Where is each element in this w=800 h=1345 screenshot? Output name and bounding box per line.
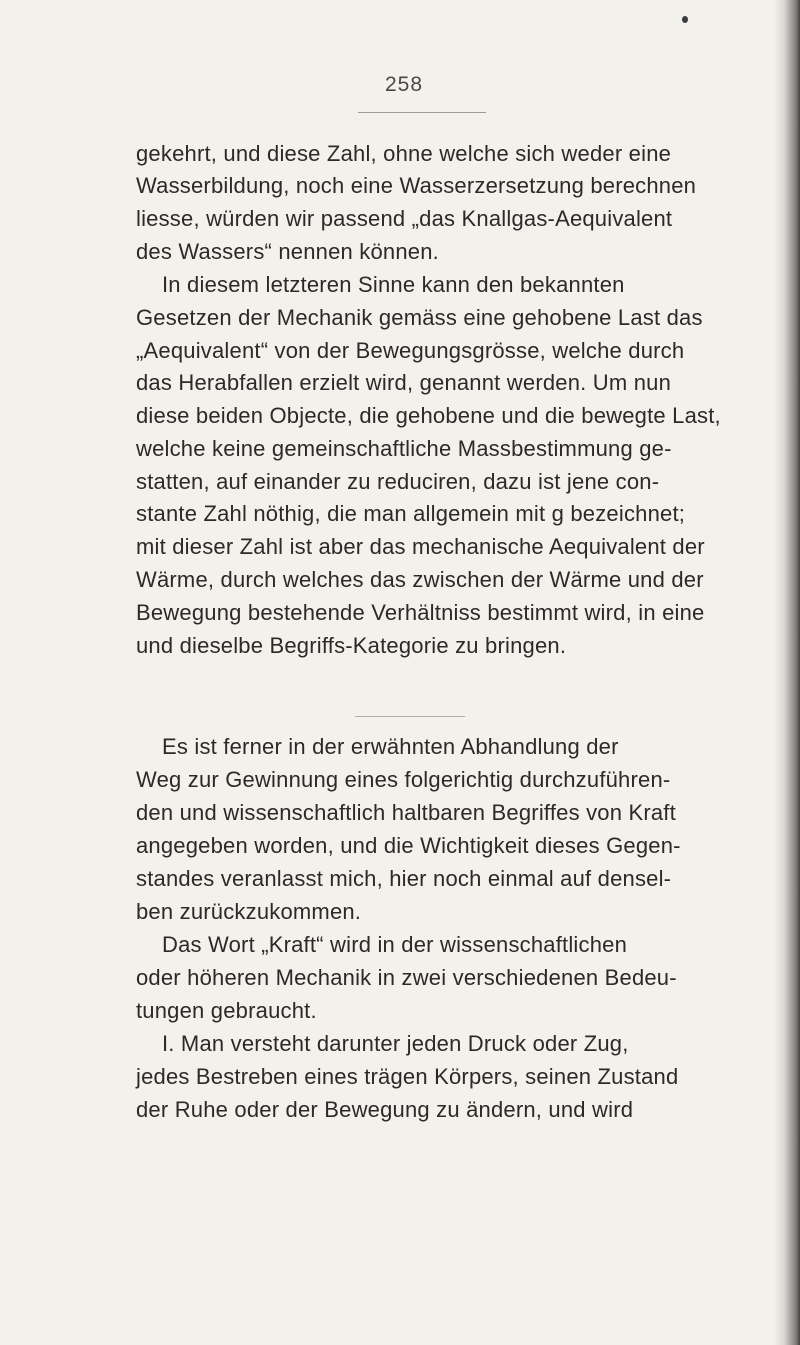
text-line: angegeben worden, und die Wichtigkeit dieses Gegen- <box>136 833 681 858</box>
text-line: „Aequivalent“ von der Bewegungsgrösse, welche durch <box>136 338 685 363</box>
text-line: der Ruhe oder der Bewegung zu ändern, und wird <box>136 1097 634 1122</box>
text-line: welche keine gemeinschaftliche Massbestimmung ge- <box>136 436 672 461</box>
binding-edge-shadow <box>774 0 800 1345</box>
text-line: das Herabfallen erzielt wird, genannt werden. Um nun <box>136 370 672 395</box>
ink-speck <box>682 16 688 23</box>
text-line: liesse, würden wir passend „das Knallgas-Aequivalent <box>136 206 673 231</box>
text-line: den und wissenschaftlich haltbaren Begriffes von Kraft <box>136 800 676 825</box>
text-line: Bewegung bestehende Verhältniss bestimmt wird, in eine <box>136 600 705 625</box>
text-line: des Wassers“ nennen können. <box>136 239 439 264</box>
text-line: mit dieser Zahl ist aber das mechanische Aequivalent der <box>136 534 705 559</box>
text-line: Das Wort „Kraft“ wird in der wissenschaftlichen <box>162 932 628 957</box>
text-line: Gesetzen der Mechanik gemäss eine gehobene Last das <box>136 305 703 330</box>
text-line: gekehrt, und diese Zahl, ohne welche sich weder eine <box>136 141 672 166</box>
text-line: diese beiden Objecte, die gehobene und die bewegte Last, <box>136 403 721 428</box>
text-line: standes veranlasst mich, hier noch einmal auf densel- <box>136 866 672 891</box>
text-line: und dieselbe Begriffs-Kategorie zu bringen. <box>136 633 567 658</box>
text-line: statten, auf einander zu reduciren, dazu ist jene con- <box>136 469 660 494</box>
text-line: I. Man versteht darunter jeden Druck oder Zug, <box>162 1031 629 1056</box>
text-line: stante Zahl nöthig, die man allgemein mit g bezeichnet; <box>136 501 686 526</box>
text-line: Es ist ferner in der erwähnten Abhandlung der <box>162 734 619 759</box>
header-rule <box>358 112 486 113</box>
text-line: jedes Bestreben eines trägen Körpers, seinen Zustand <box>136 1064 679 1089</box>
text-line: Wärme, durch welches das zwischen der Wärme und der <box>136 567 704 592</box>
text-line: Weg zur Gewinnung eines folgerichtig durchzuführen- <box>136 767 671 792</box>
text-line: ben zurückzukommen. <box>136 899 362 924</box>
text-line: oder höheren Mechanik in zwei verschiedenen Bedeu- <box>136 965 677 990</box>
text-line: In diesem letzteren Sinne kann den bekannten <box>162 272 625 297</box>
section-divider <box>355 716 465 717</box>
text-line: tungen gebraucht. <box>136 998 317 1023</box>
text-line: Wasserbildung, noch eine Wasserzersetzung berechnen <box>136 173 697 198</box>
page-number: 258 <box>385 73 424 96</box>
